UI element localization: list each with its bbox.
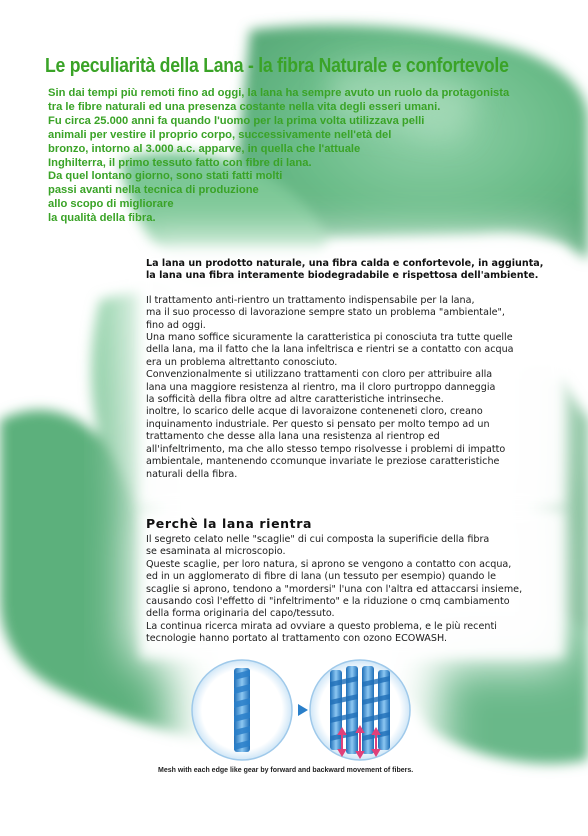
body-line: ambientale, mantenendo ccomunque invariate le preziose caratteristiche — [146, 456, 500, 468]
section-line: scaglie si aprono, tendono a "mordersi" l'una con l'altra ed attaccarsi insieme, — [146, 583, 523, 595]
meshed-fibers-icon — [310, 660, 410, 760]
body-line: era un problema altrettanto conosciuto. — [146, 356, 338, 368]
body-line: fino ad oggi. — [146, 319, 206, 331]
paragraph-gap — [146, 283, 566, 295]
body-line: la sofficità della fibra oltre ad altre caratteristiche intrinseche. — [146, 394, 444, 406]
lead-line: La lana un prodotto naturale, una fibra calda e confortevole, in aggiunta, — [146, 258, 544, 269]
section-line: se esaminata al microscopio. — [146, 546, 286, 558]
intro-line: Fu circa 25.000 anni fa quando l'uomo per la prima volta utilizzava pelli — [48, 114, 425, 127]
body-line: Convenzionalmente si utilizzano trattamenti con cloro per attribuire alla — [146, 369, 493, 381]
body-line: naturali della fibra. — [146, 468, 238, 480]
section-line: Il segreto celato nelle "scaglie" di cui composta la superificie della fibra — [146, 534, 490, 545]
section-line: causando così l'effetto di "infeltrimento" e la riduzione o cmq cambiamento — [146, 596, 510, 608]
body-line: della lana, ma il fatto che la lana infeltrisca e rientri se a contatto con acqua — [146, 344, 514, 356]
body-line: ma il suo processo di lavorazione sempre stato un problema "ambientale", — [146, 307, 505, 319]
body-line: Il trattamento anti-rientro un trattamento indispensabile per la lana, — [146, 294, 475, 306]
intro-line: Inghilterra, il primo tessuto fatto con fibre di lana. — [48, 156, 312, 169]
intro-line: animali per vestire il proprio corpo, successivamente nell'età del — [48, 128, 392, 141]
diagram-caption: Mesh with each edge like gear by forward and backward movement of fibers. — [158, 767, 414, 774]
main-body-text — [146, 258, 566, 481]
body-line: inoltre, lo scarico delle acque di lavoraizone conteneneti cloro, creano — [146, 406, 483, 418]
body-line: all'infeltrimento, ma che allo stesso tempo risolvesse i problemi di impatto — [146, 443, 506, 455]
intro-paragraph — [48, 87, 568, 226]
body-line: lana una maggiore resistenza al rientro, ma il cloro purtroppo danneggia — [146, 381, 496, 393]
fiber-scales-diagram — [190, 658, 415, 768]
single-fiber-scales-icon — [192, 660, 292, 760]
intro-line: tra le fibre naturali ed una presenza costante nella vita degli esseri umani. — [48, 100, 441, 113]
section-line: Queste scaglie, per loro natura, si aprono se vengono a contatto con acqua, — [146, 558, 512, 570]
section-line: La continua ricerca mirata ad ovviare a questo problema, e le più recenti — [146, 620, 497, 632]
arrow-right-icon — [298, 704, 308, 716]
body-line: inquinamento industriale. Per questo si pensato per molto tempo ad un — [146, 418, 490, 430]
section-body-text — [146, 534, 566, 646]
intro-line: bronzo, intorno al 3.000 a.c. apparve, in quella che l'attuale — [48, 142, 361, 155]
body-line: trattamento che desse alla lana una resistenza al rientrop ed — [146, 431, 440, 443]
intro-line: allo scopo di migliorare — [48, 198, 174, 211]
section-heading: Perchè la lana rientra — [146, 516, 313, 531]
section-line: della forma originaria del capo/tessuto. — [146, 608, 335, 620]
intro-line: passi avanti nella tecnica di produzione — [48, 184, 259, 197]
body-line: Una mano soffice sicuramente la caratteristica pi conosciuta tra tutte quelle — [146, 332, 513, 344]
intro-line: Sin dai tempi più remoti fino ad oggi, la lana ha sempre avuto un ruolo da protagonista — [48, 87, 510, 99]
section-line: tecnologie hanno portato al trattamento con ozono ECOWASH. — [146, 633, 448, 645]
section-line: ed in un agglomerato di fibre di lana (un tessuto per esempio) quando le — [146, 571, 497, 583]
intro-line: Da quel lontano giorno, sono stati fatti molti — [48, 170, 283, 183]
lead-line: la lana una fibra interamente biodegradabile e rispettosa dell'ambiente. — [146, 270, 539, 282]
intro-line: la qualità della fibra. — [48, 212, 156, 225]
page-title: Le peculiarità della Lana - la fibra Naturale e confortevole — [45, 54, 509, 77]
